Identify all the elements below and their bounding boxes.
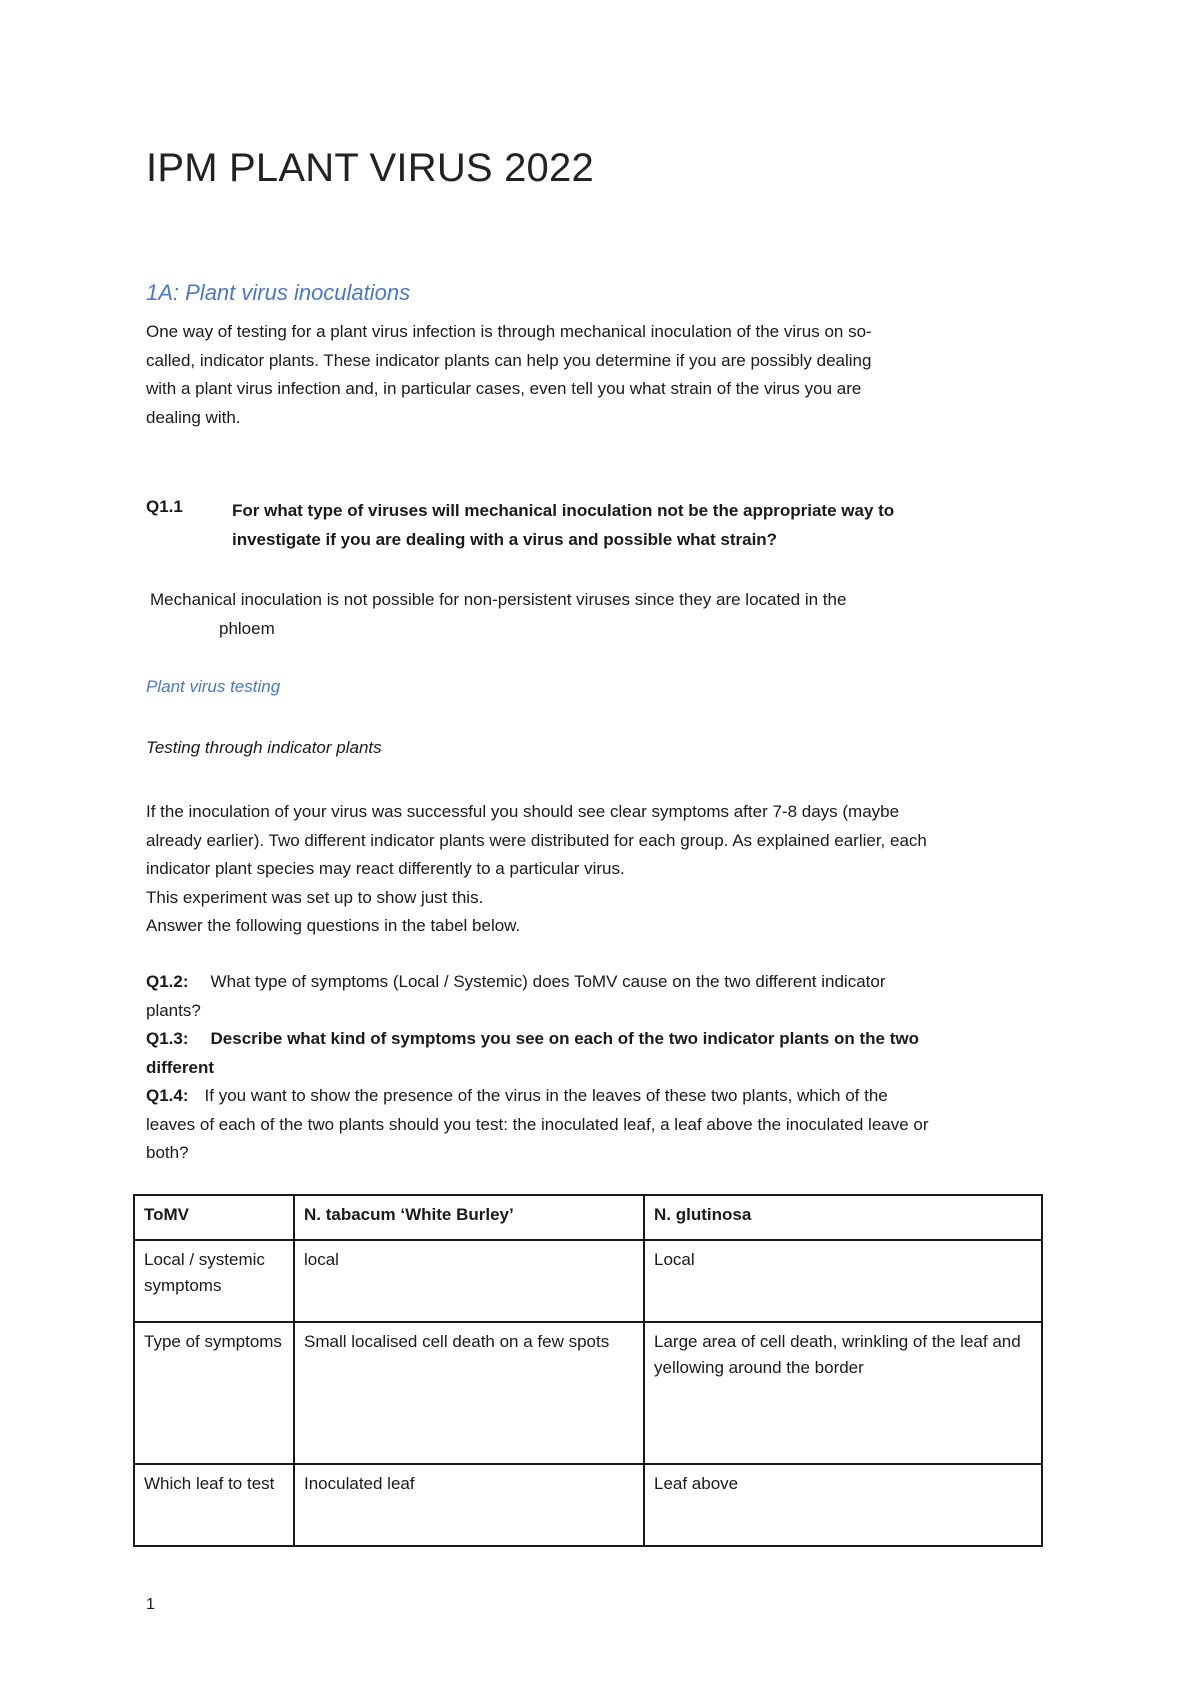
- table-cell: local: [294, 1240, 644, 1322]
- table-header-row: [134, 1195, 1042, 1240]
- question-line: leaves of each of the two plants should you test: the inoculated leaf, a leaf above the inoculated leave or: [146, 1114, 929, 1134]
- table-row-label: Local / systemic symptoms: [134, 1240, 294, 1322]
- paragraph-line: Answer the following questions in the tabel below.: [146, 916, 521, 935]
- intro-paragraph: [146, 318, 1066, 432]
- question-line: investigate if you are dealing with a virus and possible what strain?: [232, 529, 778, 549]
- questions-block: [146, 968, 1076, 1168]
- table-header-cell: N. glutinosa: [644, 1195, 1042, 1240]
- table-header-cell: ToMV: [134, 1195, 294, 1240]
- table-row-label: Type of symptoms: [134, 1322, 294, 1464]
- question-label-1-2: Q1.2:: [146, 972, 189, 991]
- paragraph-line: already earlier). Two different indicator plants were distributed for each group. As explained earlier, each: [146, 830, 927, 850]
- document-title: IPM PLANT VIRUS 2022: [146, 146, 594, 190]
- symptoms-table: [133, 1194, 1043, 1547]
- subheading-indicator-plants: Testing through indicator plants: [146, 738, 382, 757]
- table-header-cell: N. tabacum ‘White Burley’: [294, 1195, 644, 1240]
- question-line: plants?: [146, 1000, 201, 1020]
- intro-line: One way of testing for a plant virus infection is through mechanical inoculation of the virus on so-: [146, 322, 872, 341]
- question-text: What type of symptoms (Local / Systemic) does ToMV cause on the two different indicator: [210, 972, 886, 991]
- question-label-1-3: Q1.3:: [146, 1029, 189, 1048]
- question-label-1-1: Q1.1: [146, 497, 183, 516]
- intro-line: called, indicator plants. These indicator plants can help you determine if you are possibly dealing: [146, 350, 872, 370]
- subheading-plant-virus-testing: Plant virus testing: [146, 677, 281, 696]
- paragraph-line: If the inoculation of your virus was successful you should see clear symptoms after 7-8 days (maybe: [146, 802, 900, 821]
- question-label-1-4: Q1.4:: [146, 1086, 189, 1105]
- table-row: [134, 1240, 1042, 1322]
- section-heading: 1A: Plant virus inoculations: [146, 280, 411, 305]
- page-number: 1: [146, 1596, 155, 1613]
- table-cell: Local: [644, 1240, 1042, 1322]
- table-cell: Leaf above: [644, 1464, 1042, 1546]
- table-cell: Small localised cell death on a few spots: [294, 1322, 644, 1464]
- question-line: different: [146, 1057, 214, 1077]
- question-line: For what type of viruses will mechanical inoculation not be the appropriate way to: [232, 501, 895, 520]
- intro-line: with a plant virus infection and, in particular cases, even tell you what strain of the virus you are: [146, 379, 862, 398]
- instructions-paragraph: [146, 798, 1076, 941]
- intro-line: dealing with.: [146, 407, 241, 427]
- table-cell: Inoculated leaf: [294, 1464, 644, 1546]
- table-cell: Large area of cell death, wrinkling of the leaf and yellowing around the border: [644, 1322, 1042, 1464]
- question-1-2: [146, 968, 1076, 997]
- question-text: Describe what kind of symptoms you see on each of the two indicator plants on the two: [210, 1029, 919, 1048]
- paragraph-line: indicator plant species may react differently to a particular virus.: [146, 859, 625, 878]
- question-text-1-1: [232, 497, 1032, 554]
- table-row: [134, 1322, 1042, 1464]
- question-text: If you want to show the presence of the virus in the leaves of these two plants, which of the: [204, 1086, 888, 1105]
- answer-1-1: [150, 586, 1050, 643]
- question-1-3: [146, 1025, 1076, 1054]
- table-row: [134, 1464, 1042, 1546]
- answer-line: Mechanical inoculation is not possible for non-persistent viruses since they are located in the: [150, 590, 847, 609]
- table-row-label: Which leaf to test: [134, 1464, 294, 1546]
- question-line: both?: [146, 1143, 189, 1162]
- answer-line: phloem: [219, 618, 275, 638]
- question-1-4: [146, 1082, 1076, 1111]
- paragraph-line: This experiment was set up to show just this.: [146, 887, 484, 907]
